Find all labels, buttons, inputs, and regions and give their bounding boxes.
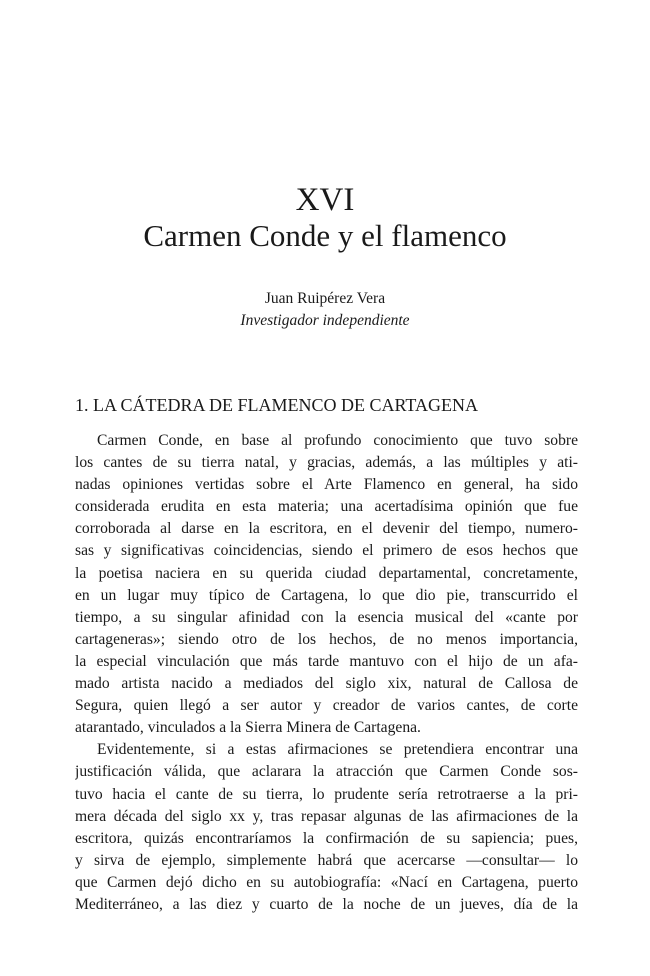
text-line: Segura, quien llegó a ser autor y creador de varios cantes, de corte [75,697,578,715]
text-line: sas y significativas coincidencias, siendo el primero de esos hechos que [75,542,578,560]
section-heading: 1. LA CÁTEDRA DE FLAMENCO DE CARTAGENA [75,395,478,415]
text-line: nadas opiniones vertidas sobre el Arte Flamenco en general, ha sido [75,476,578,494]
text-line: la especial vinculación que más tarde mantuvo con el hijo de un afa- [75,652,578,670]
text-line: y sirva de ejemplo, simplemente habrá que acercarse —consultar— lo [75,851,578,869]
text-line: tiempo, a su singular afinidad con la esencia musical del «cante por [75,608,578,626]
text-line: atarantado, vinculados a la Sierra Minera de Cartagena. [75,719,421,737]
text-line: Carmen Conde, en base al profundo conocimiento que tuvo sobre [97,432,578,449]
text-line: la poetisa naciera en su querida ciudad departamental, concretamente, [75,564,578,582]
text-line: justificación válida, que aclarara la atracción que Carmen Conde sos- [75,763,578,781]
text-line: escritora, quizás encontraríamos la confirmación de su sapiencia; pues, [75,829,578,847]
chapter-title: Carmen Conde y el flamenco [143,218,507,253]
text-line: considerada erudita en esta materia; una acertadísima opinión que fue [75,498,578,516]
text-line: tuvo hacia el cante de su tierra, lo prudente sería retrotraerse a la pri- [75,785,578,803]
text-line: en un lugar muy típico de Cartagena, lo que dio pie, transcurrido el [75,586,578,604]
chapter-number: XVI [295,182,355,218]
text-line: cartageneras»; siendo otro de los hechos, de no menos importancia, [75,630,578,648]
text-line: mado artista nacido a mediados del siglo xix, natural de Callosa de [75,675,578,693]
text-line: Mediterráneo, a las diez y cuarto de la noche de un jueves, día de la [75,895,578,913]
author-name: Juan Ruipérez Vera [264,290,386,307]
text-line: mera década del siglo xx y, tras repasar algunas de las afirmaciones de la [75,807,578,825]
text-line: Evidentemente, si a estas afirmaciones se pretendiera encontrar una [97,741,578,759]
text-line: los cantes de su tierra natal, y gracias, además, a las múltiples y ati- [75,454,578,472]
author-affiliation: Investigador independiente [240,312,410,329]
text-line: corroborada al darse en la escritora, en el devenir del tiempo, numero- [75,520,578,538]
body-text [75,430,578,916]
text-line: que Carmen dejó dicho en su autobiografía: «Nací en Cartagena, puerto [75,873,578,891]
